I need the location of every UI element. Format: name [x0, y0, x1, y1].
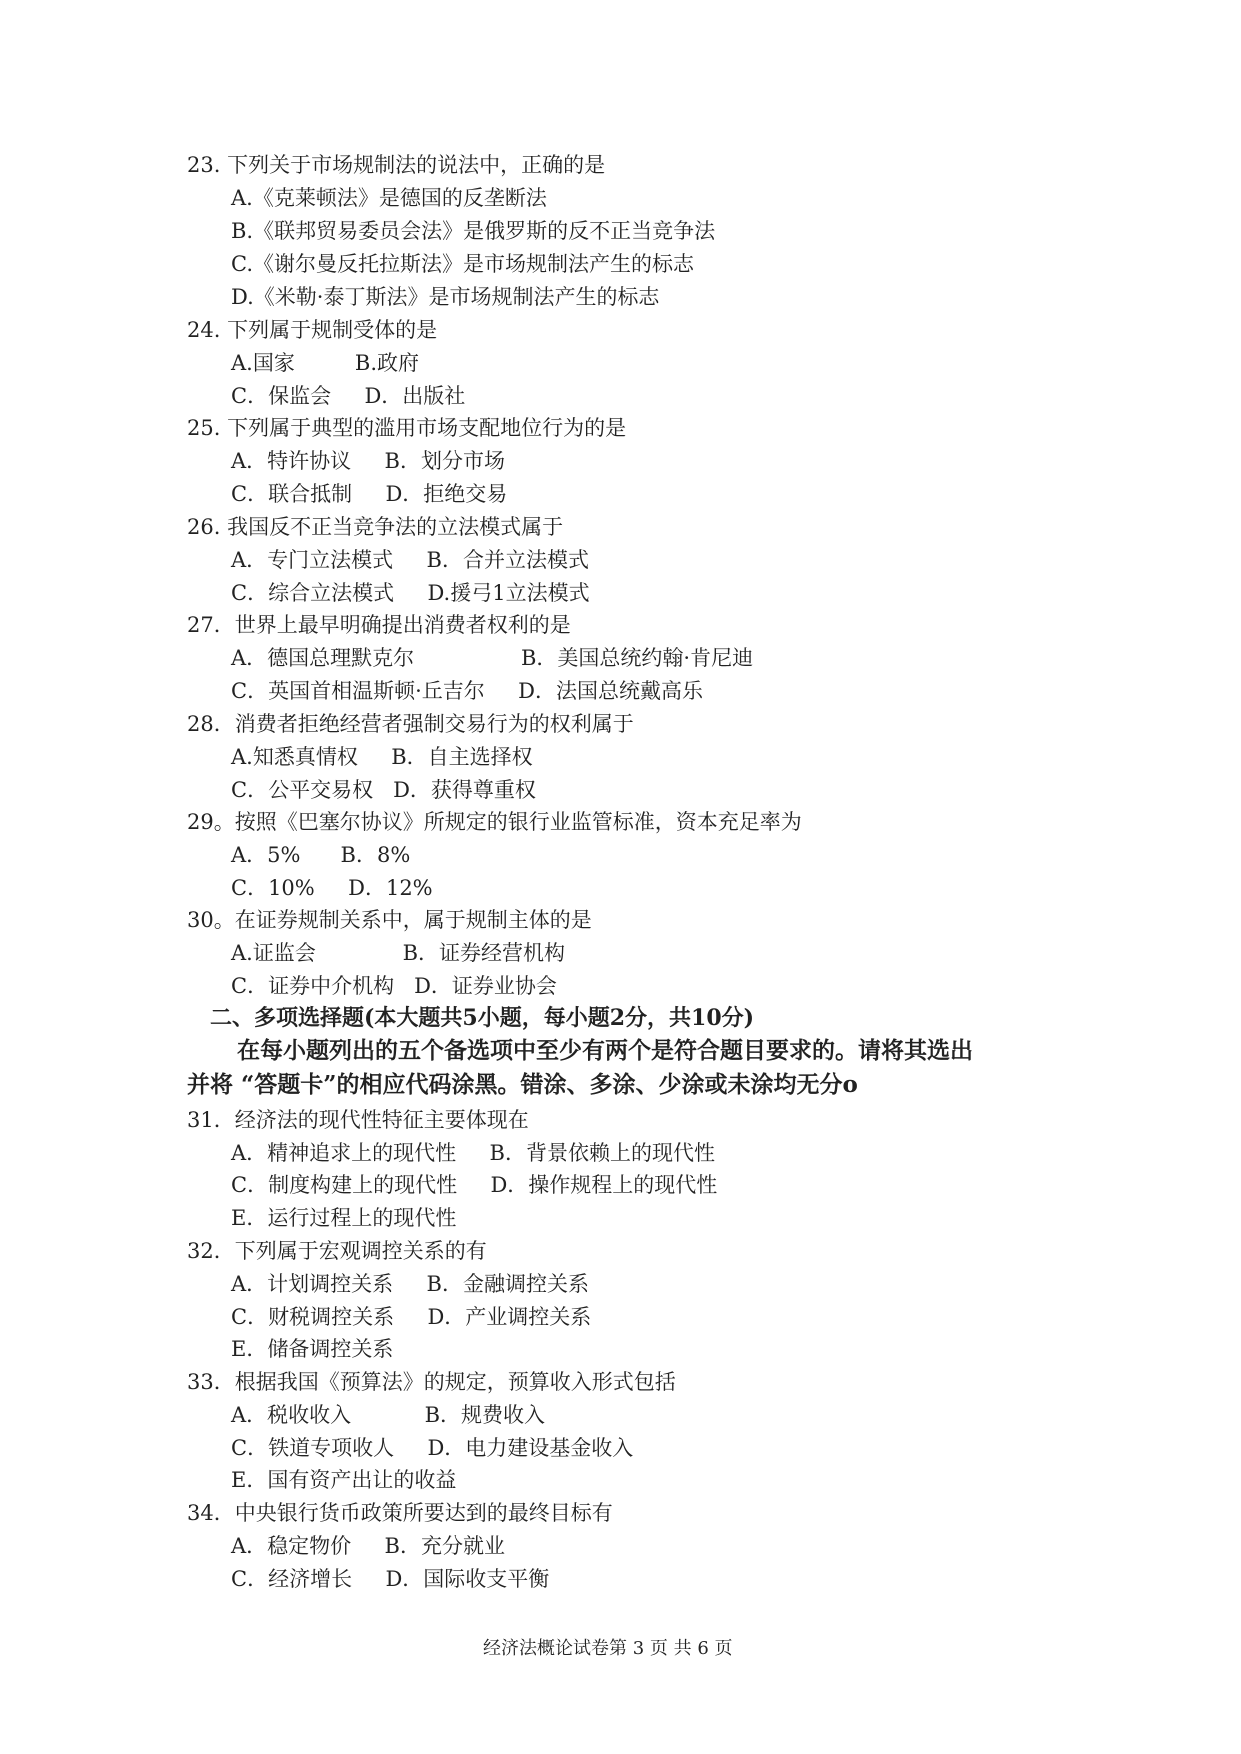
question-stem: 23. 下列关于市场规制法的说法中，正确的是: [187, 153, 606, 177]
question-option: C．公平交易权 D．获得尊重权: [231, 778, 536, 802]
question-stem: 29。按照《巴塞尔协议》所规定的银行业监管标准，资本充足率为: [187, 810, 802, 834]
question-option: A．特许协议 B．划分市场: [231, 449, 505, 473]
question-option: A.国家 B.政府: [231, 351, 420, 375]
question-stem: 28．消费者拒绝经营者强制交易行为的权利属于: [187, 712, 634, 736]
question-option: D.《米勒·泰丁斯法》是市场规制法产生的标志: [231, 285, 660, 309]
question-option: C．10% D．12%: [231, 876, 433, 900]
question-option: A.证监会 B．证券经营机构: [231, 941, 566, 965]
section-instruction: 在每小题列出的五个备选项中至少有两个是符合题目要求的。请将其选出: [237, 1037, 973, 1064]
question-stem: 24. 下列属于规制受体的是: [187, 318, 438, 342]
question-option: C．财税调控关系 D．产业调控关系: [231, 1305, 592, 1329]
question-stem: 32．下列属于宏观调控关系的有: [187, 1239, 487, 1263]
question-option: C．证券中介机构 D．证券业协会: [231, 974, 557, 998]
question-option: A.《克莱顿法》是德国的反垄断法: [231, 186, 547, 210]
question-stem: 34．中央银行货币政策所要达到的最终目标有: [187, 1501, 613, 1525]
question-option: C．制度构建上的现代性 D．操作规程上的现代性: [231, 1173, 718, 1197]
question-option: B.《联邦贸易委员会法》是俄罗斯的反不正当竞争法: [231, 219, 716, 243]
question-option: E．运行过程上的现代性: [231, 1206, 457, 1230]
question-option: C．英国首相温斯顿·丘吉尔 D．法国总统戴高乐: [231, 679, 703, 703]
question-option: A.知悉真情权 B．自主选择权: [231, 745, 533, 769]
question-option: A．精神追求上的现代性 B．背景依赖上的现代性: [231, 1141, 715, 1165]
section-heading: 二、多项选择题(本大题共5小题，每小题2分，共10分): [210, 1005, 755, 1031]
question-stem: 26. 我国反不正当竞争法的立法模式属于: [187, 515, 564, 539]
question-option: C．铁道专项收人 D．电力建设基金收入: [231, 1436, 634, 1460]
question-option: C．综合立法模式 D.援弓1立法模式: [231, 581, 590, 605]
question-stem: 27．世界上最早明确提出消费者权利的是: [187, 613, 571, 637]
question-stem: 33．根据我国《预算法》的规定，预算收入形式包括: [187, 1370, 676, 1394]
question-stem: 25. 下列属于典型的滥用市场支配地位行为的是: [187, 416, 627, 440]
question-option: C．保监会 D．出版社: [231, 384, 466, 408]
question-option: C．经济增长 D．国际收支平衡: [231, 1567, 550, 1591]
question-option: A．税收收入 B．规费收入: [231, 1403, 546, 1427]
question-option: A．专门立法模式 B．合并立法模式: [231, 548, 589, 572]
question-stem: 31．经济法的现代性特征主要体现在: [187, 1108, 529, 1132]
question-option: C.《谢尔曼反托拉斯法》是市场规制法产生的标志: [231, 252, 694, 276]
question-option: E．国有资产出让的收益: [231, 1468, 457, 1492]
page-footer: 经济法概论试卷第 3 页 共 6 页: [483, 1638, 733, 1659]
section-instruction: 并将 “答题卡”的相应代码涂黑。错涂、多涂、少涂或未涂均无分o: [187, 1071, 858, 1098]
question-option: A．计划调控关系 B．金融调控关系: [231, 1272, 589, 1296]
question-option: E．储备调控关系: [231, 1337, 394, 1361]
question-option: A．稳定物价 B．充分就业: [231, 1534, 505, 1558]
question-option: C．联合抵制 D．拒绝交易: [231, 482, 508, 506]
question-option: A．德国总理默克尔 B．美国总统约翰·肯尼迪: [231, 646, 754, 670]
question-stem: 30。在证券规制关系中，属于规制主体的是: [187, 908, 592, 932]
question-option: A．5% B．8%: [231, 843, 411, 867]
